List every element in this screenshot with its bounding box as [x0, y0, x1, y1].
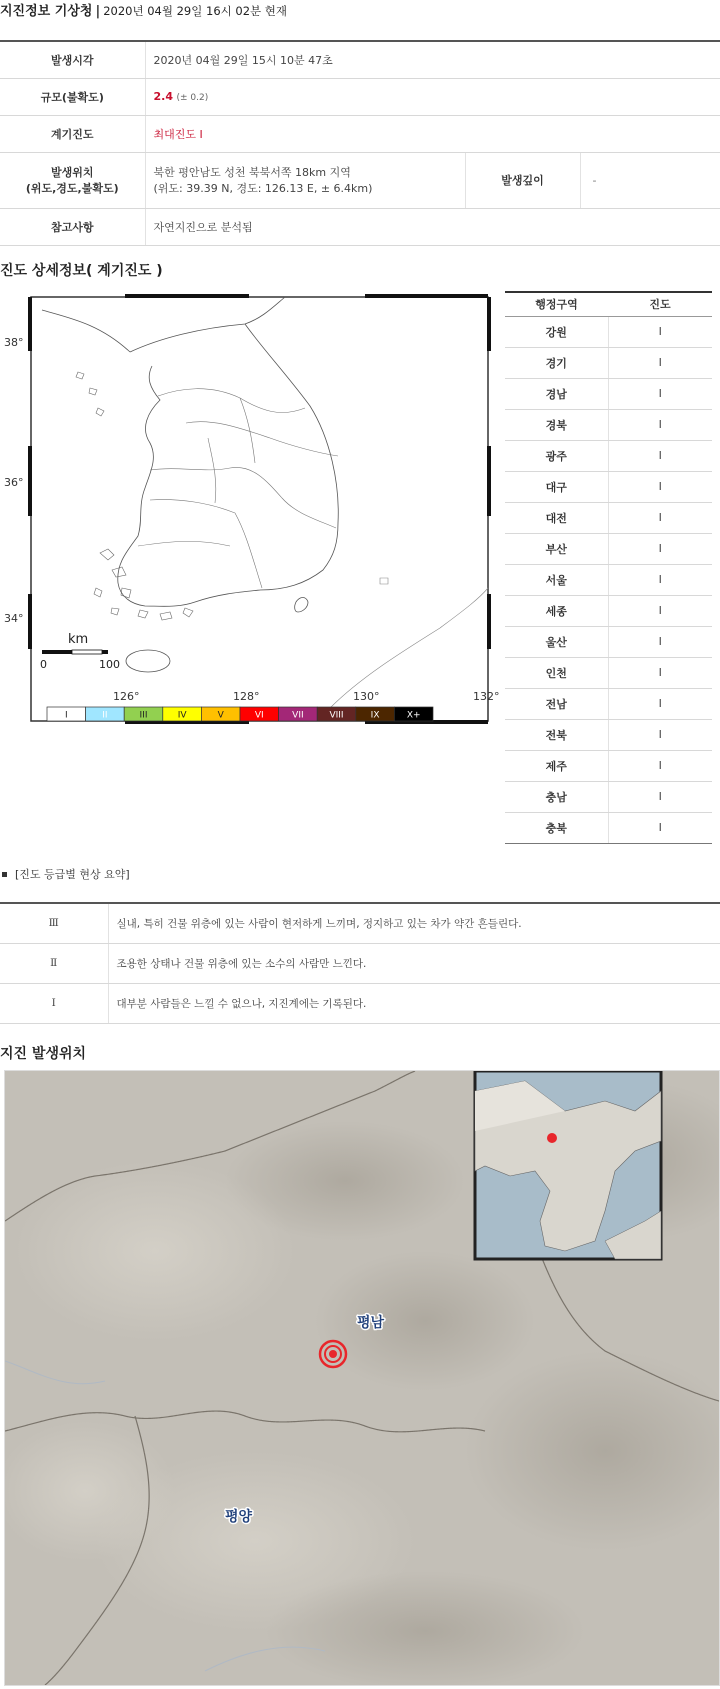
intensity-section-title: 진도 상세정보( 계기진도 ) — [0, 263, 163, 279]
region-row — [505, 812, 712, 843]
lat-label-38: 38° — [4, 336, 24, 349]
summary-row — [0, 903, 720, 943]
region-intensity: Ⅰ — [608, 533, 712, 564]
label-location-line1: 발생위치 — [50, 166, 94, 179]
label-pyeongnam: 평남 — [357, 1315, 385, 1331]
region-name: 대전 — [505, 502, 608, 533]
label-notes: 참고사항 — [0, 208, 145, 245]
label-pyongyang: 평양 — [225, 1509, 253, 1525]
legend-label: III — [139, 710, 148, 721]
summary-level: Ⅱ — [0, 943, 108, 983]
region-name: 경남 — [505, 378, 608, 409]
page-title: 지진정보 기상청 — [0, 4, 93, 19]
region-intensity: Ⅰ — [608, 502, 712, 533]
info-row-magnitude — [0, 78, 720, 115]
region-row — [505, 471, 712, 502]
magnitude-number: 2.4 — [153, 90, 173, 103]
region-name: 세종 — [505, 595, 608, 626]
region-name: 인천 — [505, 657, 608, 688]
summary-row — [0, 983, 720, 1023]
lon-label-130: 130° — [353, 690, 380, 703]
region-intensity: Ⅰ — [608, 471, 712, 502]
legend-label: VI — [254, 710, 264, 721]
scale-bar — [42, 650, 108, 654]
korea-intensity-map — [0, 288, 500, 788]
legend-item — [394, 707, 433, 721]
legend-label: IV — [177, 710, 187, 721]
region-name: 울산 — [505, 626, 608, 657]
region-name: 강원 — [505, 316, 608, 347]
region-intensity: Ⅰ — [608, 347, 712, 378]
region-name: 전남 — [505, 688, 608, 719]
region-name: 충북 — [505, 812, 608, 843]
summary-level: Ⅰ — [0, 983, 108, 1023]
region-row — [505, 657, 712, 688]
region-intensity: Ⅰ — [608, 688, 712, 719]
region-intensity: Ⅰ — [608, 626, 712, 657]
region-intensity: Ⅰ — [608, 316, 712, 347]
region-row — [505, 316, 712, 347]
info-row-location — [0, 152, 720, 208]
region-row — [505, 688, 712, 719]
legend-label: V — [217, 710, 224, 721]
scale-end: 100 — [99, 658, 120, 671]
title-separator: | — [95, 4, 101, 19]
region-name: 광주 — [505, 440, 608, 471]
region-name: 경북 — [505, 409, 608, 440]
earthquake-info-table — [0, 40, 720, 246]
legend-item — [240, 707, 279, 721]
info-row-time — [0, 41, 720, 78]
region-name: 제주 — [505, 750, 608, 781]
region-row — [505, 502, 712, 533]
inset-overview-map[interactable] — [475, 1071, 661, 1259]
current-time: 2020년 04월 29일 16시 02분 현재 — [103, 4, 288, 18]
lon-label-128: 128° — [233, 690, 260, 703]
legend-item — [47, 707, 86, 721]
header-region: 행정구역 — [505, 292, 608, 316]
region-intensity: Ⅰ — [608, 378, 712, 409]
legend-label: I — [64, 710, 68, 721]
region-name: 대구 — [505, 471, 608, 502]
location-section-title: 지진 발생위치 — [0, 1046, 87, 1062]
region-name: 경기 — [505, 347, 608, 378]
label-location — [0, 152, 145, 208]
legend-item — [124, 707, 163, 721]
region-name: 서울 — [505, 564, 608, 595]
legend-item — [163, 707, 202, 721]
region-row — [505, 595, 712, 626]
region-intensity-table — [505, 291, 712, 844]
epicenter-terrain-map[interactable] — [5, 1071, 719, 1685]
region-intensity: Ⅰ — [608, 440, 712, 471]
region-row — [505, 719, 712, 750]
region-intensity: Ⅰ — [608, 595, 712, 626]
value-magnitude — [145, 78, 720, 115]
intensity-legend — [47, 707, 433, 721]
region-row — [505, 564, 712, 595]
region-row — [505, 347, 712, 378]
legend-item — [356, 707, 395, 721]
legend-label: X+ — [406, 710, 421, 721]
summary-level: Ⅲ — [0, 903, 108, 943]
region-intensity: Ⅰ — [608, 750, 712, 781]
info-row-notes — [0, 208, 720, 245]
legend-item — [279, 707, 318, 721]
label-occurrence-time: 발생시각 — [0, 41, 145, 78]
magnitude-uncertainty: (± 0.2) — [176, 93, 209, 103]
legend-label: II — [102, 710, 108, 721]
label-depth: 발생깊이 — [465, 152, 580, 208]
scale-unit: km — [68, 632, 89, 647]
label-location-line2: (위도,경도,불확도) — [25, 182, 119, 195]
region-name: 전북 — [505, 719, 608, 750]
summary-title — [0, 866, 130, 882]
legend-label: VII — [292, 710, 304, 721]
value-depth: - — [580, 152, 720, 208]
header-intensity: 진도 — [608, 292, 712, 316]
region-name: 부산 — [505, 533, 608, 564]
region-intensity: Ⅰ — [608, 812, 712, 843]
legend-label: VIII — [329, 710, 344, 721]
scale-start: 0 — [40, 658, 47, 671]
region-row — [505, 378, 712, 409]
inset-epicenter-marker — [547, 1133, 557, 1143]
value-notes: 자연지진으로 분석됨 — [145, 208, 720, 245]
value-max-intensity: 최대진도 Ⅰ — [153, 127, 203, 141]
legend-item — [201, 707, 240, 721]
label-magnitude: 규모(불확도) — [0, 78, 145, 115]
region-row — [505, 440, 712, 471]
lat-label-34: 34° — [4, 612, 24, 625]
region-intensity: Ⅰ — [608, 781, 712, 812]
value-location — [145, 152, 465, 208]
intensity-summary-table — [0, 902, 720, 1024]
location-description: 북한 평안남도 성천 북북서쪽 18km 지역 — [153, 166, 351, 179]
summary-row — [0, 943, 720, 983]
summary-description: 조용한 상태나 건물 위층에 있는 소수의 사람만 느낀다. — [108, 943, 720, 983]
page-header — [0, 0, 720, 24]
location-coordinates: (위도: 39.39 N, 경도: 126.13 E, ± 6.4km) — [153, 182, 373, 195]
region-row — [505, 626, 712, 657]
info-row-intensity — [0, 115, 720, 152]
label-instrumental-intensity: 계기진도 — [0, 115, 145, 152]
region-intensity: Ⅰ — [608, 719, 712, 750]
bullet-square-icon — [2, 872, 7, 877]
region-row — [505, 750, 712, 781]
region-intensity: Ⅰ — [608, 657, 712, 688]
summary-description: 실내, 특히 건물 위층에 있는 사람이 현저하게 느끼며, 정지하고 있는 차가 약간 흔들린다. — [108, 903, 720, 943]
region-name: 충남 — [505, 781, 608, 812]
value-occurrence-time: 2020년 04월 29일 15시 10분 47초 — [145, 41, 720, 78]
region-row — [505, 533, 712, 564]
region-intensity: Ⅰ — [608, 564, 712, 595]
summary-title-text: [진도 등급별 현상 요약] — [15, 868, 130, 881]
region-row — [505, 409, 712, 440]
region-intensity: Ⅰ — [608, 409, 712, 440]
summary-description: 대부분 사람들은 느낄 수 없으나, 지진계에는 기록된다. — [108, 983, 720, 1023]
lon-label-126: 126° — [113, 690, 140, 703]
lat-label-36: 36° — [4, 476, 24, 489]
lon-label-132: 132° — [473, 690, 500, 703]
legend-label: IX — [370, 710, 380, 721]
legend-item — [86, 707, 125, 721]
intensity-map — [0, 288, 500, 788]
legend-item — [317, 707, 356, 721]
region-row — [505, 781, 712, 812]
epicenter-map[interactable] — [4, 1070, 720, 1686]
